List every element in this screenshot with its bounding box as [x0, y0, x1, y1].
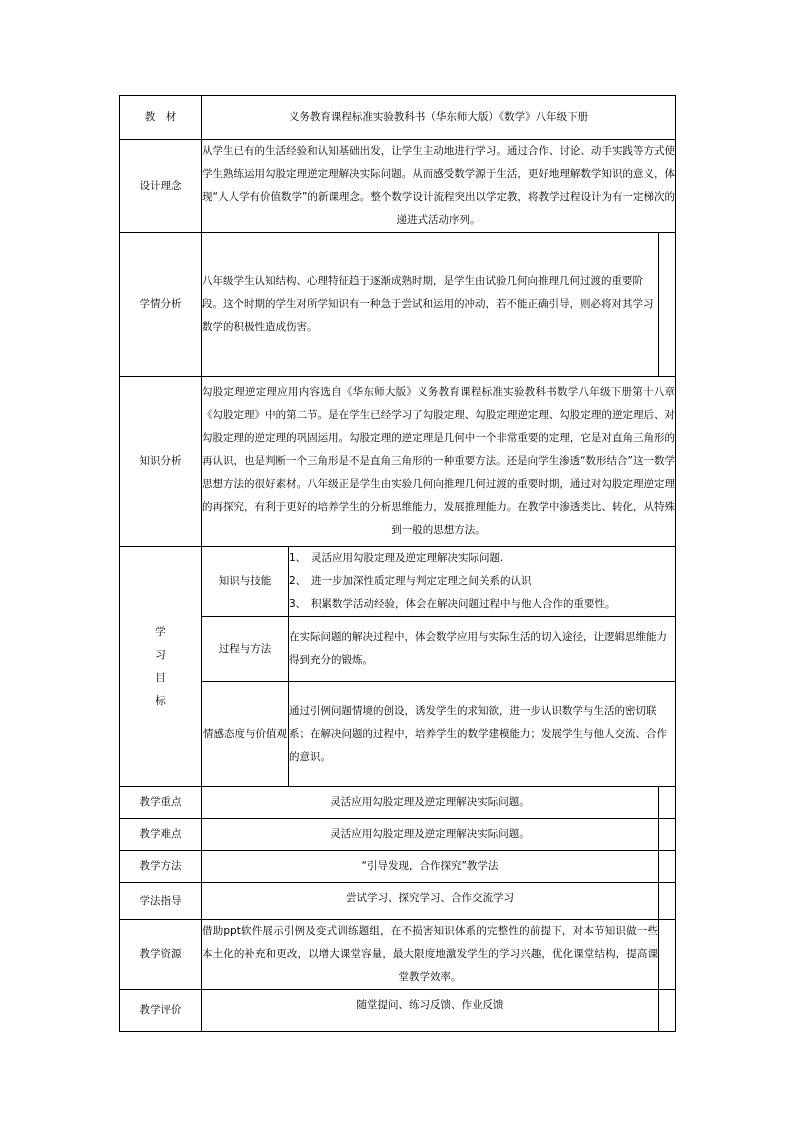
- difficulty-label: 教学难点: [120, 819, 202, 851]
- guidance-extra-cell: [659, 883, 676, 920]
- process-label: 过程与方法: [202, 617, 289, 682]
- row-knowledge: [120, 377, 676, 547]
- skills-item: 1、 灵活应用勾股定理及逆定理解决实际问题.: [289, 552, 504, 564]
- knowledge-text: 勾股定理逆定理应用内容选自《华东师大版》义务教育课程标准实验教科书数学八年级下册第十八章《勾股定理》中的第二节。是在学生已经学习了勾股定理、勾股定理逆定理、勾股定理的逆定理后、对勾股定理的逆定理的巩固运用。勾股定理的逆定理是几何中一个非常重要的定理，它是对直角三角形的再认识，也是判断一个三角形是不是直角三角形的一种重要方法。还是向学生渗透“数形结合”这一数学思想方法的很好素材。八年级正是学生由实验几何向推理几何过渡的重要时期，通过对勾股定理逆定理的再探究，有利于更好的培养学生的分析思维能力，发展推理能力。在教学中渗透类比、转化，从特殊到一般的思想方法。: [202, 377, 676, 547]
- resources-extra-cell: [659, 920, 676, 990]
- difficulty-text: 灵活应用勾股定理及逆定理解决实际问题。: [202, 819, 659, 851]
- students-extra-cell: [659, 233, 676, 377]
- row-material: [120, 96, 676, 140]
- skills-label: 知识与技能: [202, 547, 289, 617]
- material-text: 义务教育课程标准实验教科书（华东师大版）《数学》八年级下册: [202, 96, 676, 140]
- row-goals-process: [120, 617, 676, 682]
- goals-label-text: 学习目标: [155, 625, 166, 707]
- design-text: 从学生已有的生活经验和认知基础出发，让学生主动地进行学习。通过合作、讨论、动手实践等方式使学生熟练运用勾股定理逆定理解决实际问题。从而感受数学源于生活，更好地理解数学知识的意义，体现“人人学有价值数学”的新课理念。整个数学设计流程突出以学定教，将教学过程设计为有一定梯次的递进式活动序列。: [202, 140, 676, 233]
- skills-item: 2、 进一步加深性质定理与判定定理之间关系的认识: [289, 575, 532, 587]
- method-extra-cell: [659, 851, 676, 883]
- process-text: 在实际问题的解决过程中，体会数学应用与实际生活的切入途径，让逻辑思维能力得到充分的锻炼。: [289, 617, 676, 682]
- row-students: [120, 233, 676, 377]
- goals-label: [120, 547, 202, 787]
- row-goals-skills: [120, 547, 676, 617]
- row-method: [120, 851, 676, 883]
- row-guidance: [120, 883, 676, 920]
- focus-extra-cell: [659, 787, 676, 819]
- guidance-text: 尝试学习、探究学习、合作交流学习: [202, 883, 659, 920]
- focus-label: 教学重点: [120, 787, 202, 819]
- focus-text: 灵活应用勾股定理及逆定理解决实际问题。: [202, 787, 659, 819]
- method-text: “引导发现，合作探究”教学法: [202, 851, 659, 883]
- design-label: 设计理念: [120, 140, 202, 233]
- emotion-text: 通过引例问题情境的创设，诱发学生的求知欲，进一步认识数学与生活的密切联系；在解决问题的过程中，培养学生的数学建模能力；发展学生与他人交流、合作的意识。: [289, 682, 676, 787]
- students-label: 学情分析: [120, 233, 202, 377]
- resources-label: 教学资源: [120, 920, 202, 990]
- evaluation-extra-cell: [659, 990, 676, 1032]
- resources-text: 借助ppt软件展示引例及变式训练题组，在不损害知识体系的完整性的前提下，对本节知识做一些本土化的补充和更改，以增大课堂容量，最大限度地激发学生的学习兴趣，优化课堂结构，提高课堂教学效率。: [202, 920, 659, 990]
- skills-list: [289, 547, 676, 617]
- row-difficulty: [120, 819, 676, 851]
- evaluation-text: 随堂提问、练习反馈、作业反馈: [202, 990, 659, 1032]
- knowledge-label: 知识分析: [120, 377, 202, 547]
- skills-item: 3、 积累数学活动经验，体会在解决问题过程中与他人合作的重要性。: [289, 598, 616, 610]
- lesson-plan-table: [119, 95, 676, 1032]
- row-design: [120, 140, 676, 233]
- material-label: 教 材: [120, 96, 202, 140]
- row-focus: [120, 787, 676, 819]
- method-label: 教学方法: [120, 851, 202, 883]
- evaluation-label: 教学评价: [120, 990, 202, 1032]
- row-goals-emotion: [120, 682, 676, 787]
- row-evaluation: [120, 990, 676, 1032]
- row-resources: [120, 920, 676, 990]
- guidance-label: 学法指导: [120, 883, 202, 920]
- emotion-label: 情感态度与价值观: [202, 682, 289, 787]
- students-text: 八年级学生认知结构、心理特征趋于逐渐成熟时期，是学生由试验几何向推理几何过渡的重要阶段。这个时期的学生对所学知识有一种急于尝试和运用的冲动，若不能正确引导，则必将对其学习数学的积极性造成伤害。: [202, 233, 659, 377]
- difficulty-extra-cell: [659, 819, 676, 851]
